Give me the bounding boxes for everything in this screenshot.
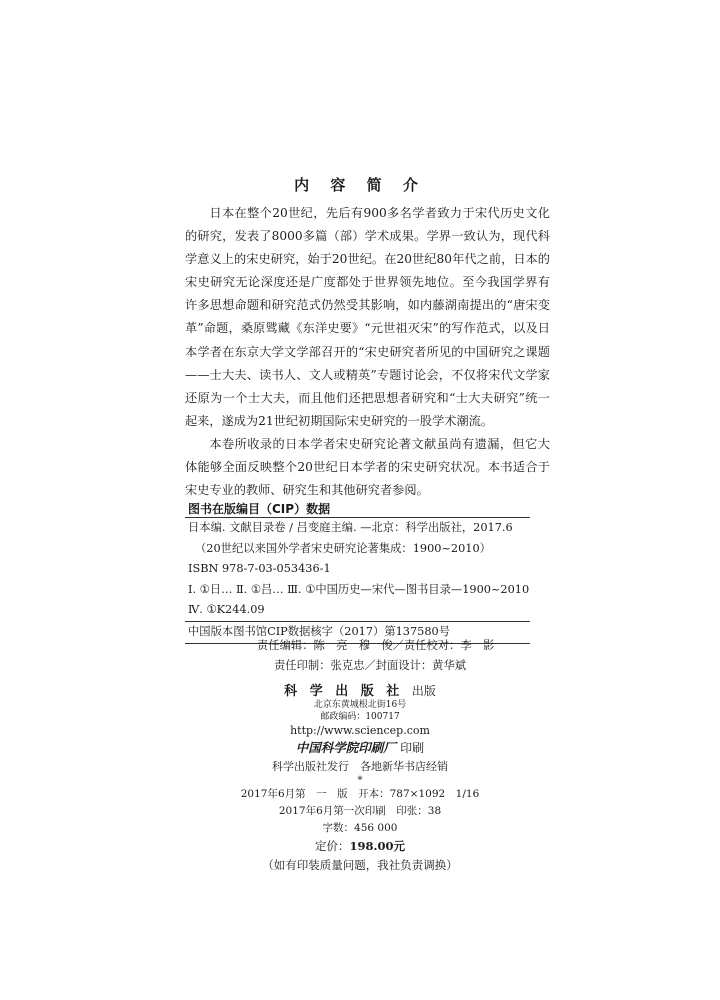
separator-star: * (357, 775, 363, 786)
cip-line-classification: Ⅳ. ①K244.09 (188, 603, 265, 617)
publisher-name: 科 学 出 版 社 (284, 684, 404, 699)
summary-text (185, 202, 550, 502)
price-label: 定价： (314, 839, 350, 853)
cip-line-subjects: Ⅰ. ①日… Ⅱ. ①吕… Ⅲ. ①中国历史—宋代—图书目录—1900~2010 (188, 582, 530, 596)
price-value: 198.00元 (349, 839, 405, 853)
summary-title: 内 容 简 介 (294, 176, 426, 194)
credits-editors: 责任编辑：陈 亮 穆 俊／责任校对：李 影 (257, 639, 495, 652)
printer-line (0, 738, 720, 758)
summary-paragraph-1: 日本在整个20世纪，先后有900多名学者致力于宋代历史文化的研究，发表了8000多篇（部）学术成果。学界一致认为，现代科学意义上的宋史研究，始于20世纪。在20世纪80年代之前，日本的宋史研究无论深度还是广度都处于世界领先地位。至今我国学界有许多思想命题和研究范式仍然受其影响，如内藤湖南提出的“唐宋变革”命题，桑原骘藏《东洋史要》“元世祖灭宋”的写作范式，以及日本学者在东京大学文学部召开的“宋史研究者所见的中国研究之课题——士大夫、读书人、文人或精英”专题讨论会，不仅将宋代文学家还原为一个士大夫，而且他们还把思想者研究和“士大夫研究”统一起来，遂成为21世纪初期国际宋史研究的一股学术潮流。 (185, 206, 550, 428)
publisher-line (0, 680, 720, 699)
printer-name: 中国科学院印刷厂 (295, 740, 396, 755)
publisher-url: http://www.sciencep.com (290, 724, 430, 737)
cip-line-isbn: ISBN 978-7-03-053436-1 (188, 562, 331, 576)
publisher-role: 出版 (411, 684, 436, 698)
edition-line-1: 2017年6月第 一 版 开本：787×1092 1/16 (240, 788, 480, 800)
cip-line-title: 日本编. 文献目录卷 / 吕变庭主编. —北京：科学出版社，2017.6 (188, 521, 513, 534)
edition-line-2: 2017年6月第一次印刷 印张：38 (278, 805, 442, 817)
distribution-line: 科学出版社发行 各地新华书店经销 (272, 760, 448, 773)
cip-title: 图书在版编目（CIP）数据 (188, 502, 331, 516)
cip-record (185, 517, 530, 644)
summary-paragraph-2: 本卷所收录的日本学者宋史研究论著文献虽尚有遗漏，但它大体能够全面反映整个20世纪日本学者的宋史研究状况。本书适合于宋史专业的教师、研究生和其他研究者参阅。 (185, 436, 550, 498)
cip-line-number: 中国版本图书馆CIP数据核字（2017）第137580号 (188, 624, 451, 638)
credits-production: 责任印制：张克忠／封面设计：黄华斌 (274, 659, 467, 672)
edition-line-3: 字数：456 000 (322, 822, 398, 834)
cip-line-series: （20世纪以来国外学者宋史研究论著集成：1900~2010） (195, 541, 491, 555)
imprint-block (0, 680, 720, 875)
printer-role: 印刷 (400, 741, 425, 755)
publisher-address: 北京东黄城根北街16号 (313, 700, 407, 710)
publisher-postcode: 邮政编码：100717 (320, 712, 400, 722)
quality-notice: （如有印装质量问题，我社负责调换） (262, 858, 458, 872)
price-line (0, 837, 720, 856)
